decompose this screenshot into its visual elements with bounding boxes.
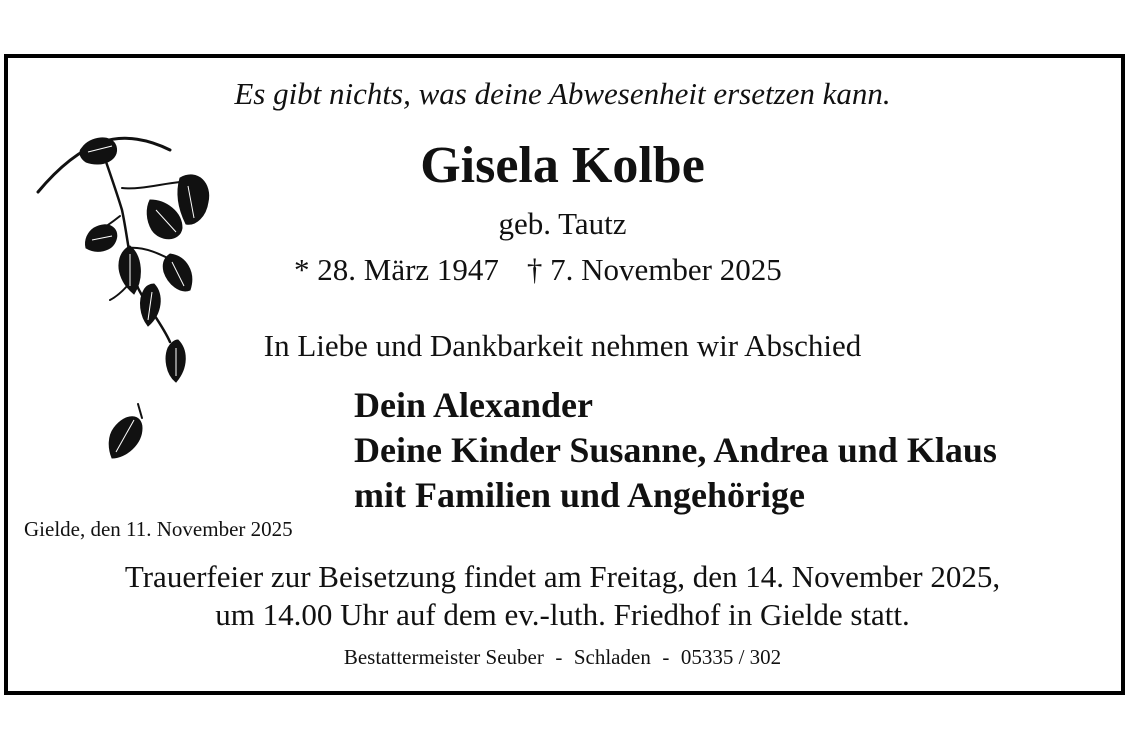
deceased-name: Gisela Kolbe (420, 137, 705, 194)
farewell-line: In Liebe und Dankbarkeit nehmen wir Abschied (263, 328, 862, 363)
undertaker-town: Schladen (573, 645, 651, 669)
mourners-list (354, 383, 997, 518)
place-and-date: Gielde, den 11. November 2025 (24, 517, 293, 541)
service-line: um 14.00 Uhr auf dem ev.-luth. Friedhof in Gielde statt. (215, 597, 910, 632)
birth-name: geb. Tautz (498, 206, 627, 241)
funeral-service-info (0, 558, 1125, 634)
separator: - (555, 645, 563, 669)
undertaker-name: Bestattermeister Seuber (343, 645, 544, 669)
life-dates (294, 252, 782, 288)
mourner-line: Deine Kinder Susanne, Andrea und Klaus (354, 430, 997, 470)
separator: - (662, 645, 670, 669)
service-line: Trauerfeier zur Beisetzung findet am Freitag, den 14. November 2025, (124, 559, 1001, 594)
motto-line: Es gibt nichts, was deine Abwesenheit ersetzen kann. (234, 76, 891, 111)
death-date: † 7. November 2025 (526, 252, 782, 287)
undertaker-phone: 05335 / 302 (680, 645, 782, 669)
mourner-line: mit Familien und Angehörige (354, 475, 806, 515)
birth-date: * 28. März 1947 (294, 252, 499, 287)
undertaker-line (0, 645, 1125, 670)
mourner-line: Dein Alexander (354, 385, 593, 425)
